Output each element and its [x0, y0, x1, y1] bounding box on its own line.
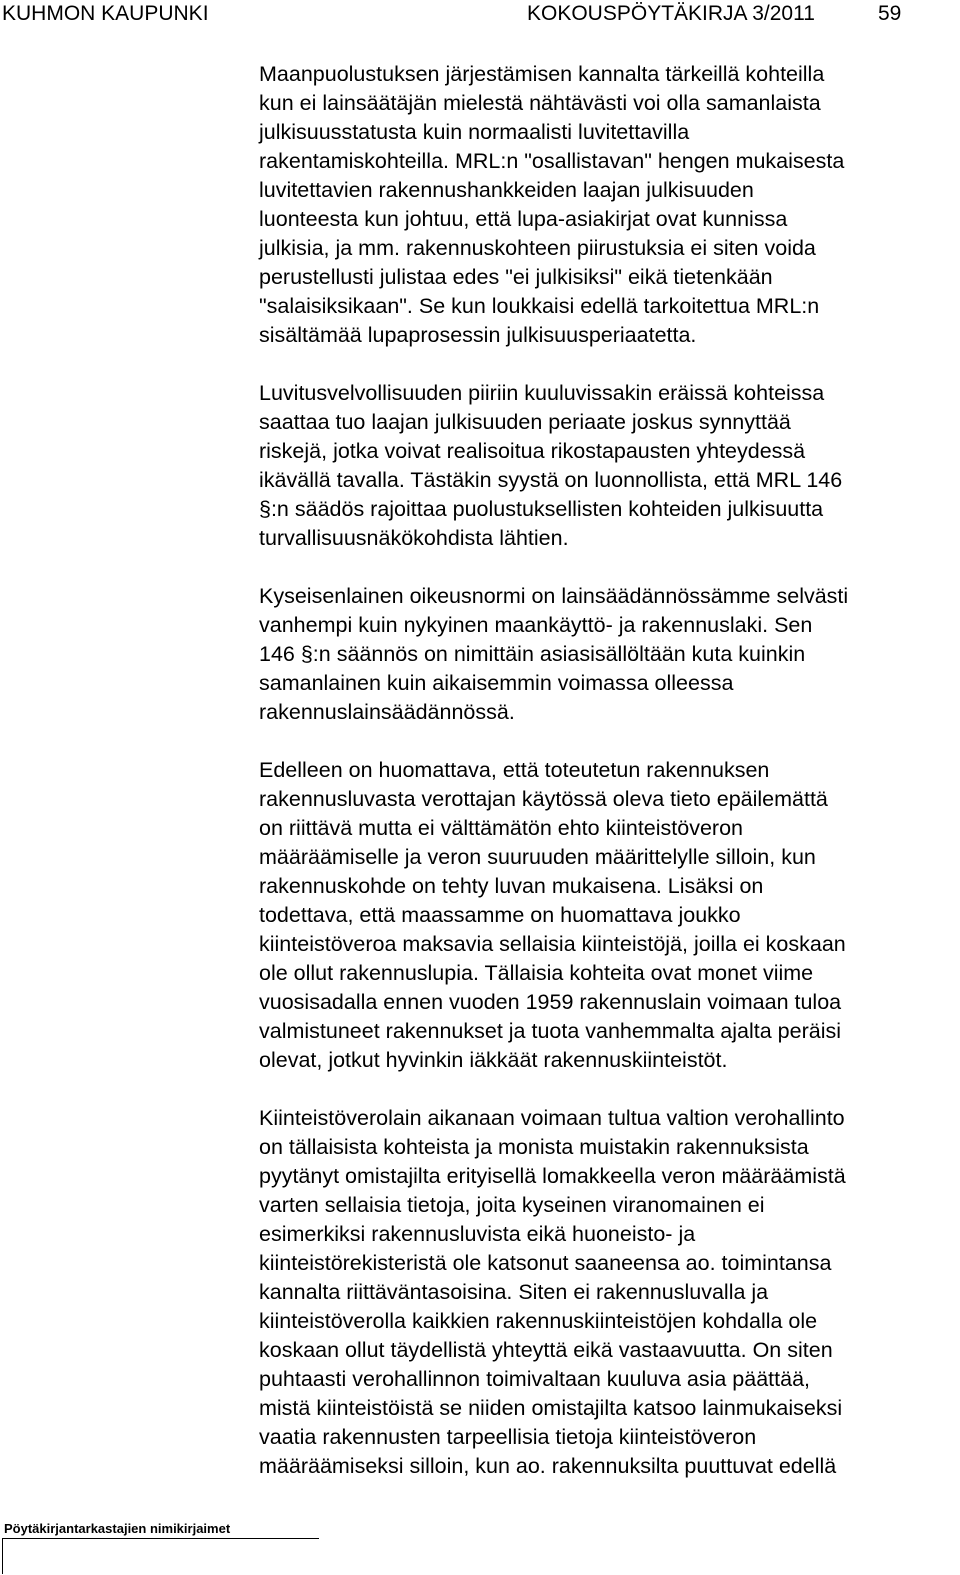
text-line: on riittävä mutta ei välttämätön ehto kiinteistöveron: [259, 816, 744, 840]
text-line: olevat, jotkut hyvinkin iäkkäät rakennuskiinteistöt.: [259, 1048, 728, 1072]
paragraph: [259, 60, 959, 350]
text-line: vuosisadalla ennen vuoden 1959 rakennuslain voimaan tuloa: [259, 990, 842, 1014]
text-line: §:n säädös rajoittaa puolustuksellisten kohteiden julkisuutta: [259, 497, 824, 521]
text-line: koskaan ollut täydellistä yhteyttä eikä vastaavuutta. On siten: [259, 1338, 833, 1362]
text-line: turvallisuusnäkökohdista lähtien.: [259, 526, 569, 550]
text-line: määräämiseksi silloin, kun ao. rakennuksilta puuttuvat edellä: [259, 1454, 837, 1478]
text-line: riskejä, jotka voivat realisoitua rikostapausten yhteydessä: [259, 439, 806, 463]
organization-name: KUHMON KAUPUNKI: [2, 2, 209, 25]
text-line: luonteesta kun johtuu, että lupa-asiakirjat ovat kunnissa: [259, 207, 788, 231]
text-line: luvitettavien rakennushankkeiden laajan julkisuuden: [259, 178, 754, 202]
text-line: Maanpuolustuksen järjestämisen kannalta tärkeillä kohteilla: [259, 62, 825, 86]
text-line: varten sellaisia tietoja, joita kyseinen viranomainen ei: [259, 1193, 765, 1217]
text-line: 146 §:n säännös on nimittäin asiasisällöltään kuta kuinkin: [259, 642, 806, 666]
page-header: [0, 0, 960, 30]
text-line: puhtaasti verohallinnon toimivaltaan kuuluva asia päättää,: [259, 1367, 811, 1391]
text-line: valmistuneet rakennukset ja tuota vanhemmalta ajalta peräisi: [259, 1019, 842, 1043]
text-line: kiinteistöverolla kaikkien rakennuskiinteistöjen kohdalla ole: [259, 1309, 818, 1333]
paragraph: [259, 756, 959, 1075]
text-line: kannalta riittäväntasoisina. Siten ei rakennusluvalla ja: [259, 1280, 769, 1304]
text-line: Luvitusvelvollisuuden piiriin kuuluvissakin eräissä kohteissa: [259, 381, 825, 405]
text-line: rakennusluvasta verottajan käytössä oleva tieto epäilemättä: [259, 787, 828, 811]
text-line: vaatia rakennusten tarpeellisia tietoja kiinteistöveron: [259, 1425, 757, 1449]
page-number: 59: [878, 2, 902, 25]
text-line: julkisuusstatusta kuin normaalisti luvitettavilla: [259, 120, 690, 144]
text-line: mistä kiinteistöistä se niiden omistajilta katsoo lainmukaiseksi: [259, 1396, 843, 1420]
text-line: todettava, että maassamme on huomattava joukko: [259, 903, 741, 927]
text-line: julkisia, ja mm. rakennuskohteen piirustuksia ei siten voida: [259, 236, 816, 260]
text-line: perustellusti julistaa edes "ei julkisiksi" eikä tietenkään: [259, 265, 773, 289]
text-line: rakennuslainsäädännössä.: [259, 700, 515, 724]
text-line: "salaisiksikaan". Se kun loukkaisi edellä tarkoitettua MRL:n: [259, 294, 820, 318]
text-line: saattaa tuo laajan julkisuuden periaate joskus synnyttää: [259, 410, 791, 434]
document-body: [259, 60, 959, 1510]
text-line: on tällaisista kohteista ja monista muistakin rakennuksista: [259, 1135, 809, 1159]
text-line: ikävällä tavalla. Tästäkin syystä on luonnollista, että MRL 146: [259, 468, 843, 492]
text-line: vanhempi kuin nykyinen maankäyttö- ja rakennuslaki. Sen: [259, 613, 813, 637]
text-line: Edelleen on huomattava, että toteutetun rakennuksen: [259, 758, 770, 782]
text-line: kiinteistörekisteristä ole katsonut saaneensa ao. toimintansa: [259, 1251, 832, 1275]
text-line: kiinteistöveroa maksavia sellaisia kiinteistöjä, joilla ei koskaan: [259, 932, 846, 956]
text-line: pyytänyt omistajilta erityisellä lomakkeella veron määräämistä: [259, 1164, 846, 1188]
text-line: rakentamiskohteilla. MRL:n "osallistavan" hengen mukaisesta: [259, 149, 845, 173]
text-line: kun ei lainsäätäjän mielestä nähtävästi voi olla samanlaista: [259, 91, 821, 115]
text-line: sisältämää lupaprosessin julkisuusperiaatetta.: [259, 323, 697, 347]
text-line: samanlainen kuin aikaisemmin voimassa olleessa: [259, 671, 734, 695]
paragraph: [259, 582, 959, 727]
paragraph: [259, 379, 959, 553]
text-line: Kyseisenlainen oikeusnormi on lainsäädännössämme selvästi: [259, 584, 849, 608]
text-line: esimerkiksi rakennusluvista eikä huoneisto- ja: [259, 1222, 696, 1246]
signature-label: Pöytäkirjantarkastajien nimikirjaimet: [4, 1521, 231, 1536]
paragraph: [259, 1104, 959, 1481]
text-line: rakennuskohde on tehty luvan mukaisena. Lisäksi on: [259, 874, 764, 898]
text-line: määräämiselle ja veron suuruuden määrittelylle silloin, kun: [259, 845, 816, 869]
document-title: KOKOUSPÖYTÄKIRJA 3/2011: [527, 2, 815, 25]
text-line: Kiinteistöverolain aikanaan voimaan tultua valtion verohallinto: [259, 1106, 845, 1130]
signature-box: [2, 1538, 319, 1574]
text-line: ole ollut rakennuslupia. Tällaisia kohteita ovat monet viime: [259, 961, 814, 985]
